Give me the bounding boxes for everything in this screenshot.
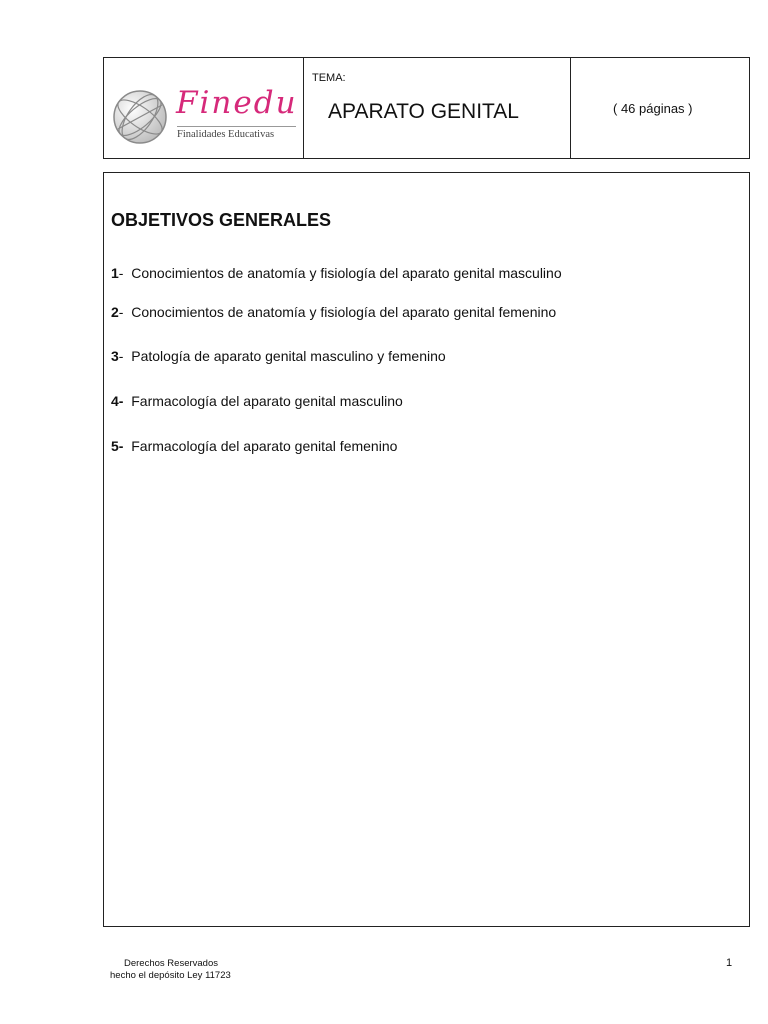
objective-separator: - <box>118 265 124 281</box>
objective-item <box>111 304 556 320</box>
objective-item <box>111 438 397 454</box>
topic-title: APARATO GENITAL <box>328 100 519 123</box>
objective-text: Conocimientos de anatomía y fisiología del aparato genital masculino <box>131 265 562 281</box>
objective-number: 1 <box>111 265 119 281</box>
topic-cell <box>304 58 571 158</box>
page-number: 1 <box>726 957 733 969</box>
objective-item <box>111 265 562 281</box>
objective-number: 2 <box>111 304 119 320</box>
objective-separator: - <box>118 348 124 364</box>
logo-cell <box>104 58 304 158</box>
footer-rights: Derechos Reservados <box>124 958 218 969</box>
objective-text: Farmacología del aparato genital femenino <box>131 438 398 454</box>
objective-number: 4- <box>111 393 124 409</box>
objectives-box <box>103 172 750 927</box>
objective-text: Farmacología del aparato genital masculino <box>131 393 403 409</box>
logo-divider <box>177 126 296 127</box>
objective-item <box>111 393 403 409</box>
footer-deposit: hecho el depósito Ley 11723 <box>110 970 231 981</box>
header-table <box>103 57 750 159</box>
objective-separator: - <box>118 304 124 320</box>
objective-item <box>111 348 446 364</box>
logo-brand: Finedu <box>176 85 298 121</box>
globe-icon <box>112 89 168 145</box>
objective-text: Patología de aparato genital masculino y femenino <box>131 348 446 364</box>
page-count-cell <box>571 58 749 158</box>
objective-number: 5- <box>111 438 124 454</box>
page-count: ( 46 páginas ) <box>613 101 693 116</box>
objective-text: Conocimientos de anatomía y fisiología del aparato genital femenino <box>131 304 557 320</box>
logo-tagline: Finalidades Educativas <box>177 129 275 140</box>
objective-number: 3 <box>111 348 119 364</box>
topic-label: TEMA: <box>312 72 346 84</box>
section-title: OBJETIVOS GENERALES <box>111 210 332 230</box>
